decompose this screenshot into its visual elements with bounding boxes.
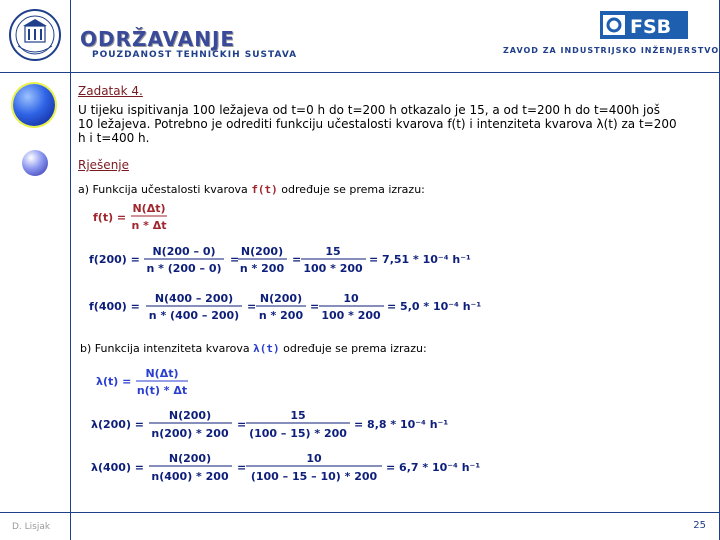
f200-eq1: = bbox=[230, 253, 240, 266]
l400-frac2-numerator: 10 bbox=[306, 452, 322, 465]
formula-f-definition bbox=[93, 202, 167, 232]
formula-f400 bbox=[89, 292, 481, 322]
part-b-suffix: određuje se prema izrazu: bbox=[279, 342, 427, 355]
l-def-denominator: n(t) * Δt bbox=[136, 384, 188, 397]
l400-frac2-denominator: (100 – 15 – 10) * 200 bbox=[250, 470, 378, 483]
part-a-prefix: a) Funkcija učestalosti kvarova bbox=[78, 183, 252, 196]
l200-eq1: = bbox=[237, 418, 247, 431]
l400-frac1-denominator: n(400) * 200 bbox=[151, 470, 229, 483]
l200-frac2-numerator: 15 bbox=[290, 409, 306, 422]
f400-eq2: = bbox=[310, 300, 320, 313]
f400-frac2-denominator: n * 200 bbox=[258, 309, 304, 322]
formula-lambda200 bbox=[91, 409, 448, 440]
l400-result: = 6,7 * 10⁻⁴ h⁻¹ bbox=[386, 461, 481, 474]
f200-frac1-denominator: n * (200 – 0) bbox=[146, 262, 222, 275]
f400-frac3-denominator: 100 * 200 bbox=[321, 309, 381, 322]
f-def-numerator: N(Δt) bbox=[132, 202, 166, 215]
f200-eq2: = bbox=[292, 253, 302, 266]
author-footer: D. Lisjak bbox=[12, 522, 51, 532]
fsb-logo-text: FSB bbox=[630, 16, 672, 38]
l-def-numerator: N(Δt) bbox=[145, 367, 179, 380]
part-b-symbol: λ(t) bbox=[253, 342, 280, 355]
l400-eq1: = bbox=[237, 461, 247, 474]
f200-frac3-numerator: 15 bbox=[325, 245, 341, 258]
part-a-suffix: određuje se prema izrazu: bbox=[277, 183, 425, 196]
f200-frac1-numerator: N(200 – 0) bbox=[152, 245, 216, 258]
l400-lhs: λ(400) = bbox=[91, 461, 145, 474]
f-def-lhs: f(t) = bbox=[93, 211, 127, 224]
part-b-prefix: b) Funkcija intenziteta kvarova bbox=[80, 342, 254, 355]
l200-frac1-numerator: N(200) bbox=[168, 409, 212, 422]
l-def-lhs: λ(t) = bbox=[96, 375, 132, 388]
l200-frac2-denominator: (100 – 15) * 200 bbox=[249, 427, 347, 440]
task-heading: Zadatak 4. bbox=[78, 84, 143, 98]
l200-frac1-denominator: n(200) * 200 bbox=[151, 427, 229, 440]
f200-lhs: f(200) = bbox=[89, 253, 140, 266]
part-a-symbol: f(t) bbox=[251, 183, 278, 196]
formula-lambda400 bbox=[91, 452, 480, 483]
l400-frac1-numerator: N(200) bbox=[168, 452, 212, 465]
f200-frac2-numerator: N(200) bbox=[240, 245, 284, 258]
f-def-denominator: n * Δt bbox=[131, 219, 167, 232]
f400-eq1: = bbox=[247, 300, 257, 313]
f400-frac1-denominator: n * (400 – 200) bbox=[148, 309, 240, 322]
l200-lhs: λ(200) = bbox=[91, 418, 145, 431]
f400-lhs: f(400) = bbox=[89, 300, 140, 313]
f200-result: = 7,51 * 10⁻⁴ h⁻¹ bbox=[369, 253, 471, 266]
formula-lambda-definition bbox=[96, 367, 188, 397]
page-number: 25 bbox=[693, 520, 706, 531]
f200-frac2-denominator: n * 200 bbox=[239, 262, 285, 275]
formula-f200 bbox=[89, 245, 471, 275]
solution-heading: Rješenje bbox=[78, 158, 130, 172]
f400-result: = 5,0 * 10⁻⁴ h⁻¹ bbox=[387, 300, 482, 313]
f400-frac3-numerator: 10 bbox=[343, 292, 359, 305]
institute-name: ZAVOD ZA INDUSTRIJSKO INŽENJERSTVO bbox=[503, 46, 720, 55]
page-subtitle: POUZDANOST TEHNIČKIH SUSTAVA bbox=[92, 50, 298, 60]
l200-result: = 8,8 * 10⁻⁴ h⁻¹ bbox=[354, 418, 449, 431]
task-description: U tijeku ispitivanja 100 ležajeva od t=0 h do t=200 h otkazalo je 15, a od t=200 h do t=400h još 10 ležajeva. Potrebno je odrediti funkciju učestalosti kvarova f(t) i intenziteta kvarova λ(t) za t=200 h i t=400 h. bbox=[78, 103, 677, 145]
f200-frac3-denominator: 100 * 200 bbox=[303, 262, 363, 275]
page-title: ODRŽAVANJE bbox=[80, 27, 236, 51]
f400-frac2-numerator: N(200) bbox=[259, 292, 303, 305]
f400-frac1-numerator: N(400 – 200) bbox=[154, 292, 234, 305]
